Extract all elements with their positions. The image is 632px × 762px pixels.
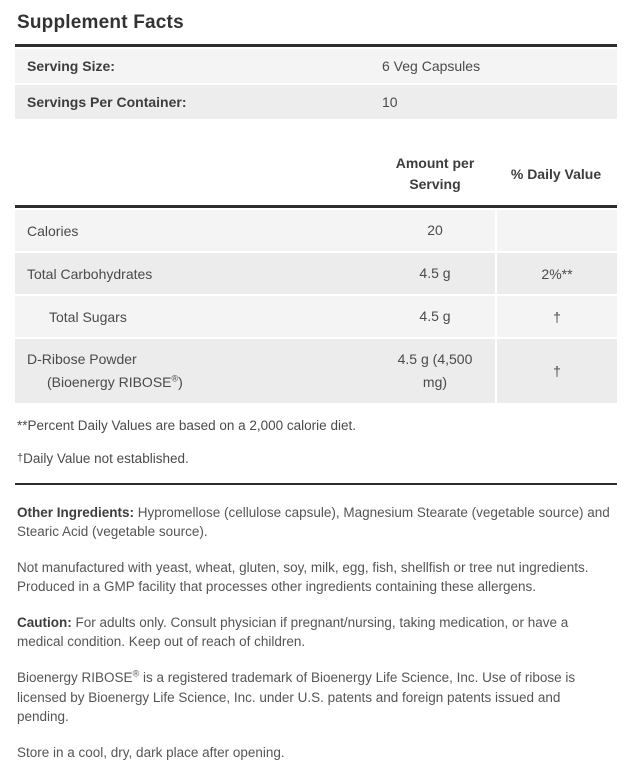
section-divider-rule <box>15 483 617 485</box>
other-ingredients-label: Other Ingredients: <box>17 504 135 520</box>
header-rule <box>15 205 617 208</box>
nutrient-daily-value: † <box>495 339 617 403</box>
trademark-paragraph: Bioenergy RIBOSE® is a registered trademark of Bioenergy Life Science, Inc. Use of ribose is licensed by Bioenergy Life Science, Inc. under U.S. patents and foreign patents issued and pending. <box>17 668 576 725</box>
table-row-calories <box>15 210 617 251</box>
servings-per-container-row <box>15 85 617 119</box>
storage-instructions-paragraph: Store in a cool, dry, dark place after opening. <box>17 744 285 760</box>
dagger-symbol: † <box>17 452 24 465</box>
nutrient-amount: 4.5 g <box>419 265 451 282</box>
nutrient-table-body <box>15 210 617 403</box>
nutrient-amount: 4.5 g <box>419 308 451 325</box>
servings-per-container-value: 10 <box>382 94 398 110</box>
serving-size-row <box>15 49 617 83</box>
nutrient-name: Calories <box>27 222 79 239</box>
percent-dv-footnote: **Percent Daily Values are based on a 2,000 calorie diet. <box>17 418 356 434</box>
dagger-footnote: †Daily Value not established. <box>17 451 189 467</box>
serving-info-table <box>15 49 617 119</box>
nutrient-name-line2: (Bioenergy RIBOSE®) <box>47 373 183 391</box>
info-paragraphs <box>15 503 617 762</box>
table-row-total-carbohydrates <box>15 253 617 294</box>
nutrient-name <box>15 339 375 403</box>
nutrient-name-line1: D-Ribose Powder <box>27 351 137 368</box>
nutrient-name: Total Carbohydrates <box>27 265 153 282</box>
amount-per-serving-header: Amount per Serving <box>395 155 475 192</box>
registered-trademark-symbol: ® <box>171 373 179 384</box>
table-row-total-sugars <box>15 296 617 337</box>
serving-size-label: Serving Size: <box>27 58 115 74</box>
nutrient-daily-value: 2%** <box>495 253 617 294</box>
servings-per-container-label: Servings Per Container: <box>27 94 187 110</box>
nutrient-amount <box>375 339 495 403</box>
nutrient-daily-value <box>495 210 617 251</box>
nutrient-amount-line2: mg) <box>422 374 448 391</box>
table-row-d-ribose-powder <box>15 339 617 403</box>
caution-paragraph: Caution: For adults only. Consult physician if pregnant/nursing, taking medication, or have a medical condition. Keep out of reach of children. <box>17 614 569 650</box>
nutrient-daily-value: † <box>495 296 617 337</box>
nutrient-amount: 20 <box>427 222 443 238</box>
footnotes <box>17 417 617 467</box>
registered-trademark-symbol: ® <box>132 668 140 679</box>
page-title: Supplement Facts <box>17 12 184 33</box>
allergen-statement-paragraph: Not manufactured with yeast, wheat, gluten, soy, milk, egg, fish, shellfish or tree nut ingredients. Produced in a GMP facility that processes other ingredients containing these allergens. <box>17 559 589 595</box>
top-rule <box>15 44 617 47</box>
nutrient-amount-line1: 4.5 g (4,500 <box>397 351 473 368</box>
nutrient-name: Total Sugars <box>49 308 127 325</box>
nutrient-table-header <box>15 145 617 205</box>
percent-daily-value-header: % Daily Value <box>510 165 602 182</box>
serving-size-value: 6 Veg Capsules <box>382 58 481 74</box>
other-ingredients-paragraph: Other Ingredients: Hypromellose (cellulose capsule), Magnesium Stearate (vegetable source) and Stearic Acid (vegetable source). <box>17 504 610 540</box>
caution-label: Caution: <box>17 614 72 630</box>
